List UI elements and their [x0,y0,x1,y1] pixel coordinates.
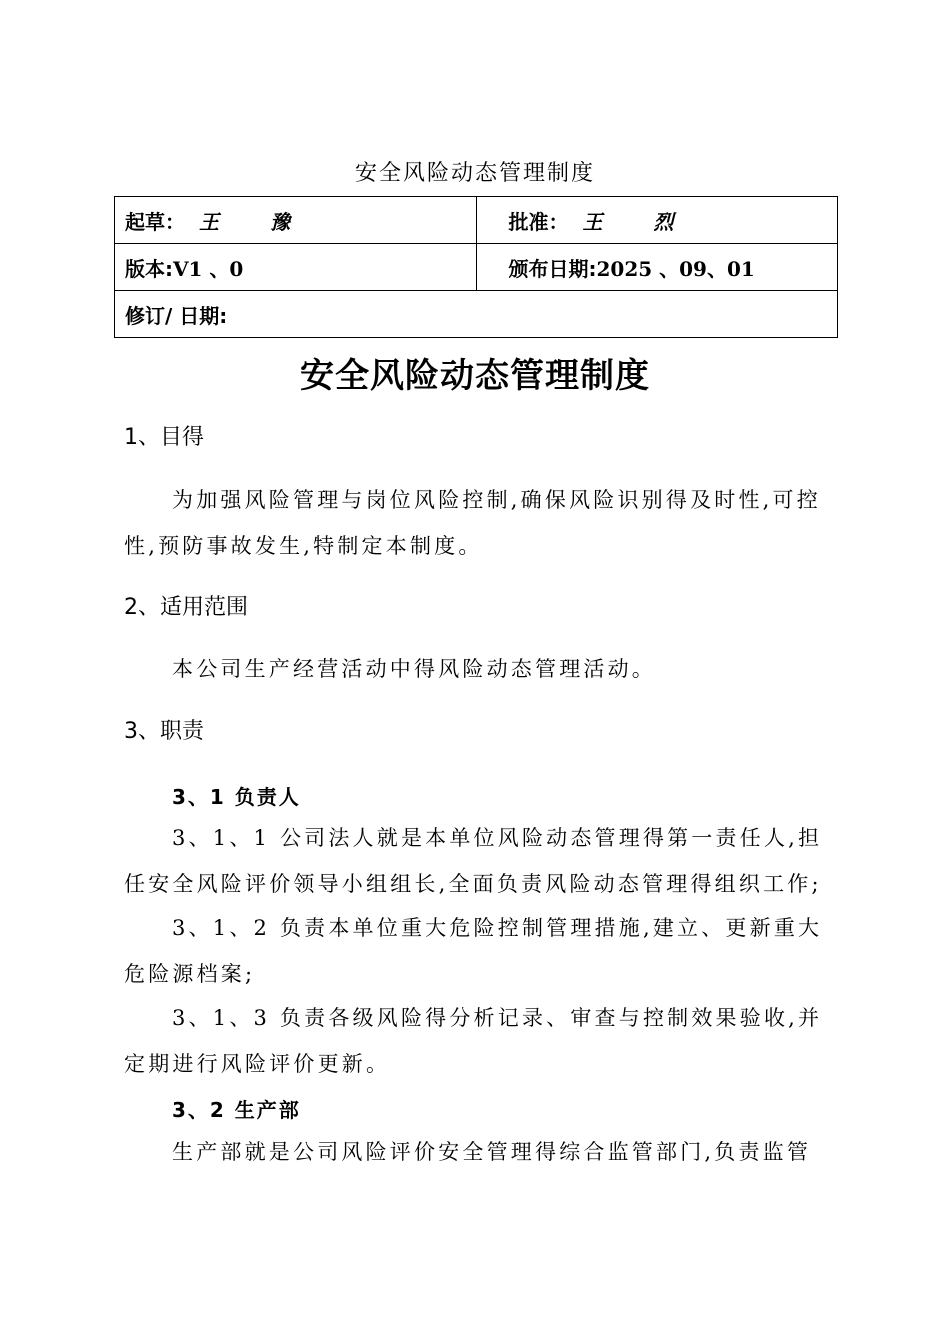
approver-label: 批准： [508,209,569,234]
revision-label: 修订/ 日期: [125,303,228,328]
section-purpose-title: 1、目得 [124,425,204,450]
publish-date-cell [476,244,838,291]
approver-signature: 王 烈 [582,209,696,234]
publish-date-label: 颁布日期: [508,256,597,281]
version-label: 版本: [125,256,173,281]
clause-313: 3、1、3 负责各级风险得分析记录、审查与控制效果验收,并定期进行风险评价更新。 [124,1006,823,1076]
document-info-table [114,196,838,338]
clause-311: 3、1、1 公司法人就是本单位风险动态管理得第一责任人,担任安全风险评价领导小组组长,全面负责风险动态管理得组织工作; [124,826,823,896]
subsection-32-text: 生产部就是公司风险评价安全管理得综合监管部门,负责监管 [172,1140,812,1164]
document-title: 安全风险动态管理制度 [354,161,595,186]
publish-date-value: 2025 、09、01 [596,256,755,281]
subsection-31-title: 3、1 负责人 [172,785,301,809]
drafter-label: 起草： [125,209,185,234]
revision-cell [115,291,838,338]
drafter-cell [115,197,477,244]
section-scope-title: 2、适用范围 [124,595,248,620]
approver-cell [476,197,838,244]
version-value: V1 、0 [173,256,244,281]
drafter-signature: 王 豫 [199,209,312,234]
info-row-version [115,244,838,291]
section-purpose-text: 为加强风险管理与岗位风险控制,确保风险识别得及时性,可控性,预防事故发生,特制定本制度。 [124,488,821,558]
section-duty-title: 3、职责 [124,719,204,744]
version-cell [115,244,477,291]
info-row-signatures [115,197,838,244]
main-heading: 安全风险动态管理制度 [300,356,650,396]
section-scope-text: 本公司生产经营活动中得风险动态管理活动。 [172,657,656,681]
clause-312: 3、1、2 负责本单位重大危险控制管理措施,建立、更新重大危险源档案; [124,916,823,986]
info-row-revision [115,291,838,338]
subsection-32-title: 3、2 生产部 [172,1098,301,1122]
